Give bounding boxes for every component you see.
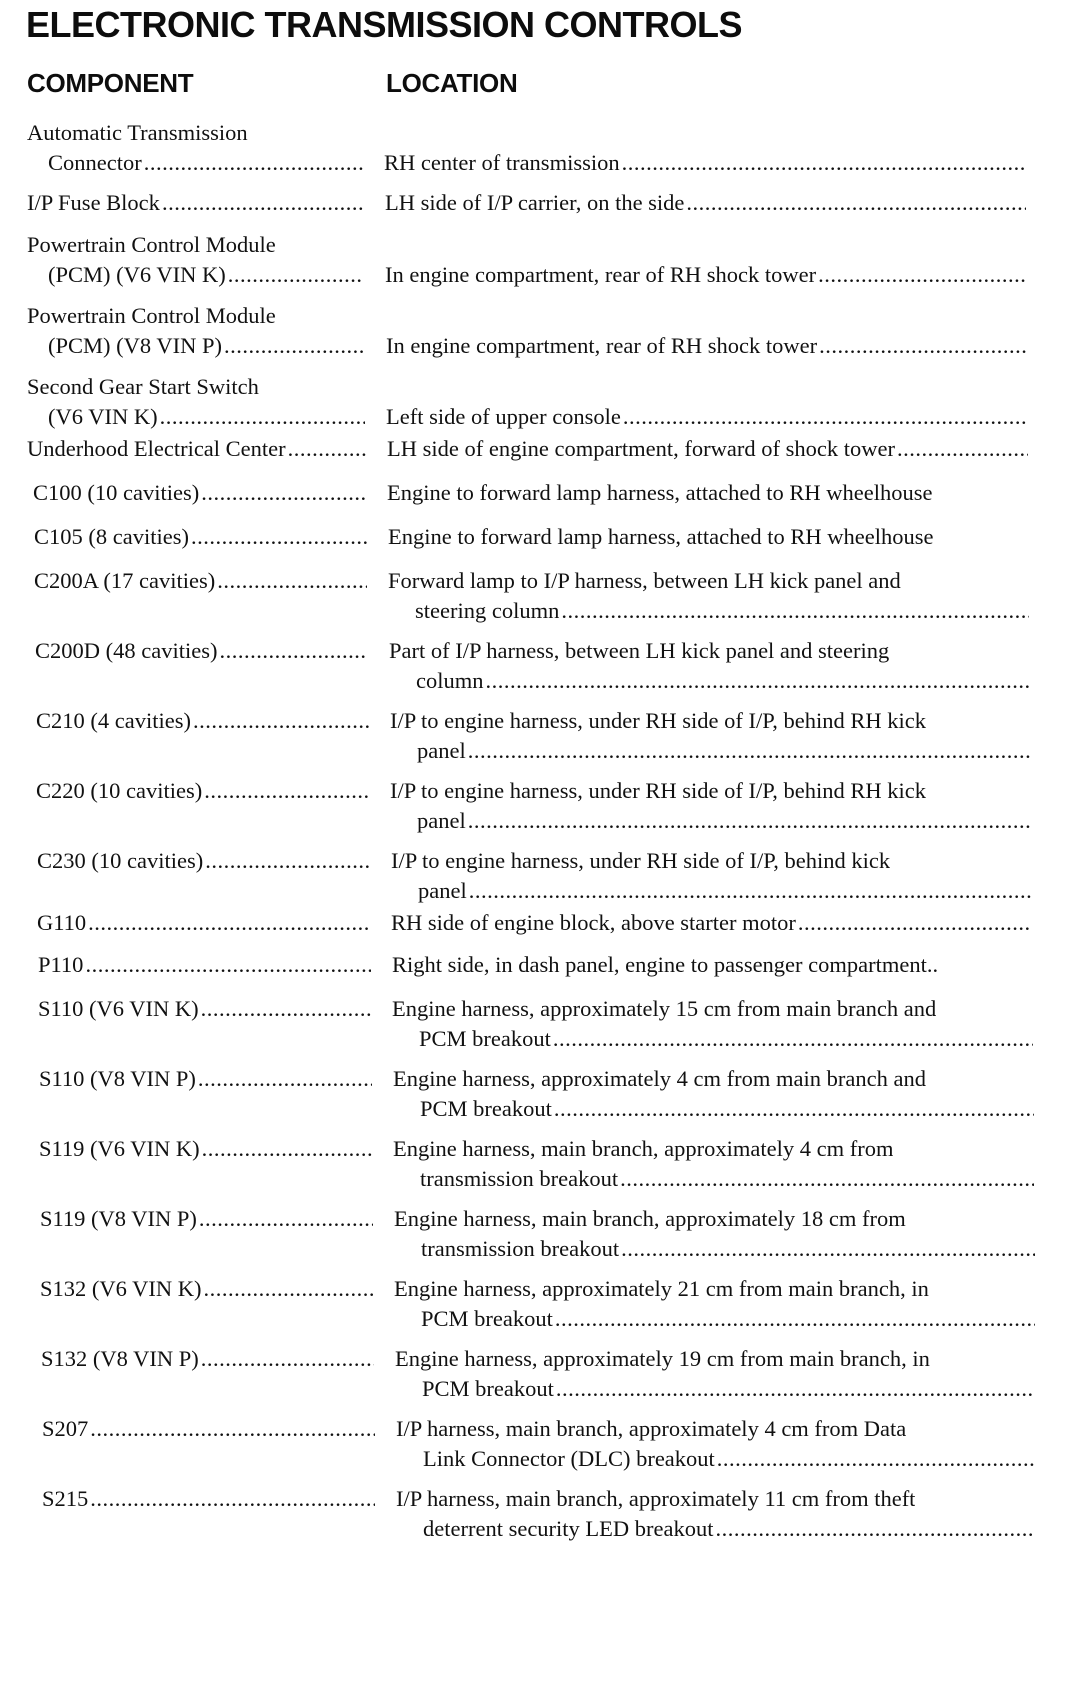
location-column-header: LOCATION	[386, 68, 518, 98]
component-text: (PCM) (V6 VIN K) .....	[48, 260, 364, 290]
component-text: S132 (V6 VIN K) .....	[40, 1274, 373, 1304]
location-text: steering column .....	[415, 596, 1029, 626]
location-text: Engine harness, main branch, approximately 4 cm from	[393, 1136, 894, 1161]
location-text: I/P harness, main branch, approximately 4 cm from Data	[396, 1416, 907, 1441]
dot-leader	[199, 1204, 373, 1234]
dot-leader	[162, 188, 364, 218]
dot-leader	[202, 1134, 372, 1164]
dot-leader	[160, 402, 365, 432]
location-text: transmission breakout .....	[421, 1234, 1035, 1264]
dot-leader	[686, 188, 1026, 218]
location-text: panel .....	[417, 806, 1031, 836]
location-text: deterrent security LED breakout .....	[423, 1514, 1035, 1544]
component-column-header: COMPONENT	[27, 68, 194, 98]
location-text: In engine compartment, rear of RH shock tower .....	[386, 331, 1027, 361]
page-title: ELECTRONIC TRANSMISSION CONTROLS	[26, 4, 743, 45]
component-text: S110 (V8 VIN P) .....	[39, 1064, 372, 1094]
dot-leader	[468, 806, 1031, 836]
location-text: Engine harness, approximately 19 cm from main branch, in	[395, 1346, 930, 1371]
component-text: G110 .....	[37, 908, 370, 938]
dot-leader	[468, 736, 1031, 766]
component-text: C220 (10 cavities) .....	[36, 776, 369, 806]
component-text: (V6 VIN K) .....	[48, 402, 365, 432]
dot-leader	[818, 260, 1026, 290]
location-text: Left side of upper console .....	[386, 402, 1027, 432]
dot-leader	[191, 522, 367, 552]
dot-leader	[85, 950, 371, 980]
component-text: S119 (V6 VIN K) .....	[39, 1134, 372, 1164]
component-text: S207 .....	[42, 1414, 375, 1444]
component-text: C100 (10 cavities) .....	[33, 478, 366, 508]
component-text: S119 (V8 VIN P) .....	[40, 1204, 373, 1234]
location-text: column .....	[416, 666, 1030, 696]
component-text: C200D (48 cavities) .....	[35, 636, 368, 666]
dot-leader	[798, 908, 1032, 938]
dot-leader	[623, 402, 1027, 432]
location-text: Engine to forward lamp harness, attached to RH wheelhouse	[388, 524, 934, 549]
location-text: In engine compartment, rear of RH shock tower .....	[385, 260, 1026, 290]
dot-leader	[224, 331, 365, 361]
dot-leader	[205, 846, 370, 876]
dot-leader	[621, 1234, 1035, 1264]
dot-leader	[897, 434, 1028, 464]
dot-leader	[716, 1514, 1035, 1544]
dot-leader	[90, 1414, 375, 1444]
dot-leader	[201, 994, 371, 1024]
location-text: LH side of I/P carrier, on the side .....	[385, 188, 1026, 218]
location-text: Engine harness, main branch, approximately 18 cm from	[394, 1206, 906, 1231]
component-text: (PCM) (V8 VIN P) .....	[48, 331, 365, 361]
dot-leader	[288, 434, 366, 464]
dot-leader	[620, 1164, 1034, 1194]
location-text: RH center of transmission .....	[384, 148, 1025, 178]
location-text: PCM breakout .....	[420, 1094, 1034, 1124]
location-text: I/P to engine harness, under RH side of I/P, behind kick	[391, 848, 891, 873]
location-text: RH side of engine block, above starter motor .....	[391, 908, 1032, 938]
location-text: Engine to forward lamp harness, attached to RH wheelhouse	[387, 480, 933, 505]
component-text: Powertrain Control Module	[27, 303, 276, 328]
component-text: Powertrain Control Module	[27, 232, 276, 257]
dot-leader	[198, 1064, 372, 1094]
dot-leader	[204, 776, 369, 806]
component-text: Connector .....	[48, 148, 363, 178]
dot-leader	[486, 666, 1031, 696]
component-text: Automatic Transmission	[27, 120, 248, 145]
location-text: I/P to engine harness, under RH side of I/P, behind RH kick	[390, 778, 926, 803]
dot-leader	[88, 908, 370, 938]
dot-leader	[553, 1024, 1033, 1054]
dot-leader	[819, 331, 1027, 361]
dot-leader	[144, 148, 363, 178]
location-text: I/P to engine harness, under RH side of I/P, behind RH kick	[390, 708, 926, 733]
component-text: S215 .....	[42, 1484, 375, 1514]
location-text: PCM breakout .....	[422, 1374, 1035, 1404]
dot-leader	[201, 1344, 374, 1374]
location-text: panel .....	[417, 736, 1031, 766]
location-text: LH side of engine compartment, forward of shock tower .....	[387, 434, 1028, 464]
dot-leader	[228, 260, 364, 290]
location-text: I/P harness, main branch, approximately 11 cm from theft	[396, 1486, 916, 1511]
dot-leader	[717, 1444, 1035, 1474]
location-text: transmission breakout .....	[420, 1164, 1034, 1194]
location-text: Part of I/P harness, between LH kick panel and steering	[389, 638, 890, 663]
dot-leader	[219, 636, 368, 666]
component-text: Underhood Electrical Center .....	[27, 434, 366, 464]
dot-leader	[561, 596, 1029, 626]
location-text: Engine harness, approximately 15 cm from main branch and	[392, 996, 937, 1021]
dot-leader	[556, 1374, 1035, 1404]
location-text: Right side, in dash panel, engine to passenger compartment..	[392, 952, 939, 977]
component-text: Second Gear Start Switch	[27, 374, 259, 399]
dot-leader	[193, 706, 369, 736]
location-text: Engine harness, approximately 21 cm from main branch, in	[394, 1276, 929, 1301]
dot-leader	[90, 1484, 375, 1514]
location-text: PCM breakout .....	[419, 1024, 1033, 1054]
dot-leader	[554, 1094, 1034, 1124]
dot-leader	[201, 478, 366, 508]
component-text: C230 (10 cavities) .....	[37, 846, 370, 876]
component-text: C200A (17 cavities) .....	[34, 566, 367, 596]
dot-leader	[555, 1304, 1035, 1334]
component-text: P110 .....	[38, 950, 371, 980]
dot-leader	[217, 566, 367, 596]
component-text: C105 (8 cavities) .....	[34, 522, 367, 552]
location-text: panel .....	[418, 876, 1032, 906]
component-text: I/P Fuse Block .....	[27, 188, 364, 218]
location-text: PCM breakout .....	[421, 1304, 1035, 1334]
location-text: Forward lamp to I/P harness, between LH kick panel and	[388, 568, 901, 593]
dot-leader	[622, 148, 1025, 178]
location-text: Link Connector (DLC) breakout .....	[423, 1444, 1035, 1474]
location-text: Engine harness, approximately 4 cm from main branch and	[393, 1066, 926, 1091]
component-text: S132 (V8 VIN P) .....	[41, 1344, 374, 1374]
dot-leader	[469, 876, 1032, 906]
component-text: C210 (4 cavities) .....	[36, 706, 369, 736]
component-text: S110 (V6 VIN K) .....	[38, 994, 371, 1024]
dot-leader	[203, 1274, 373, 1304]
